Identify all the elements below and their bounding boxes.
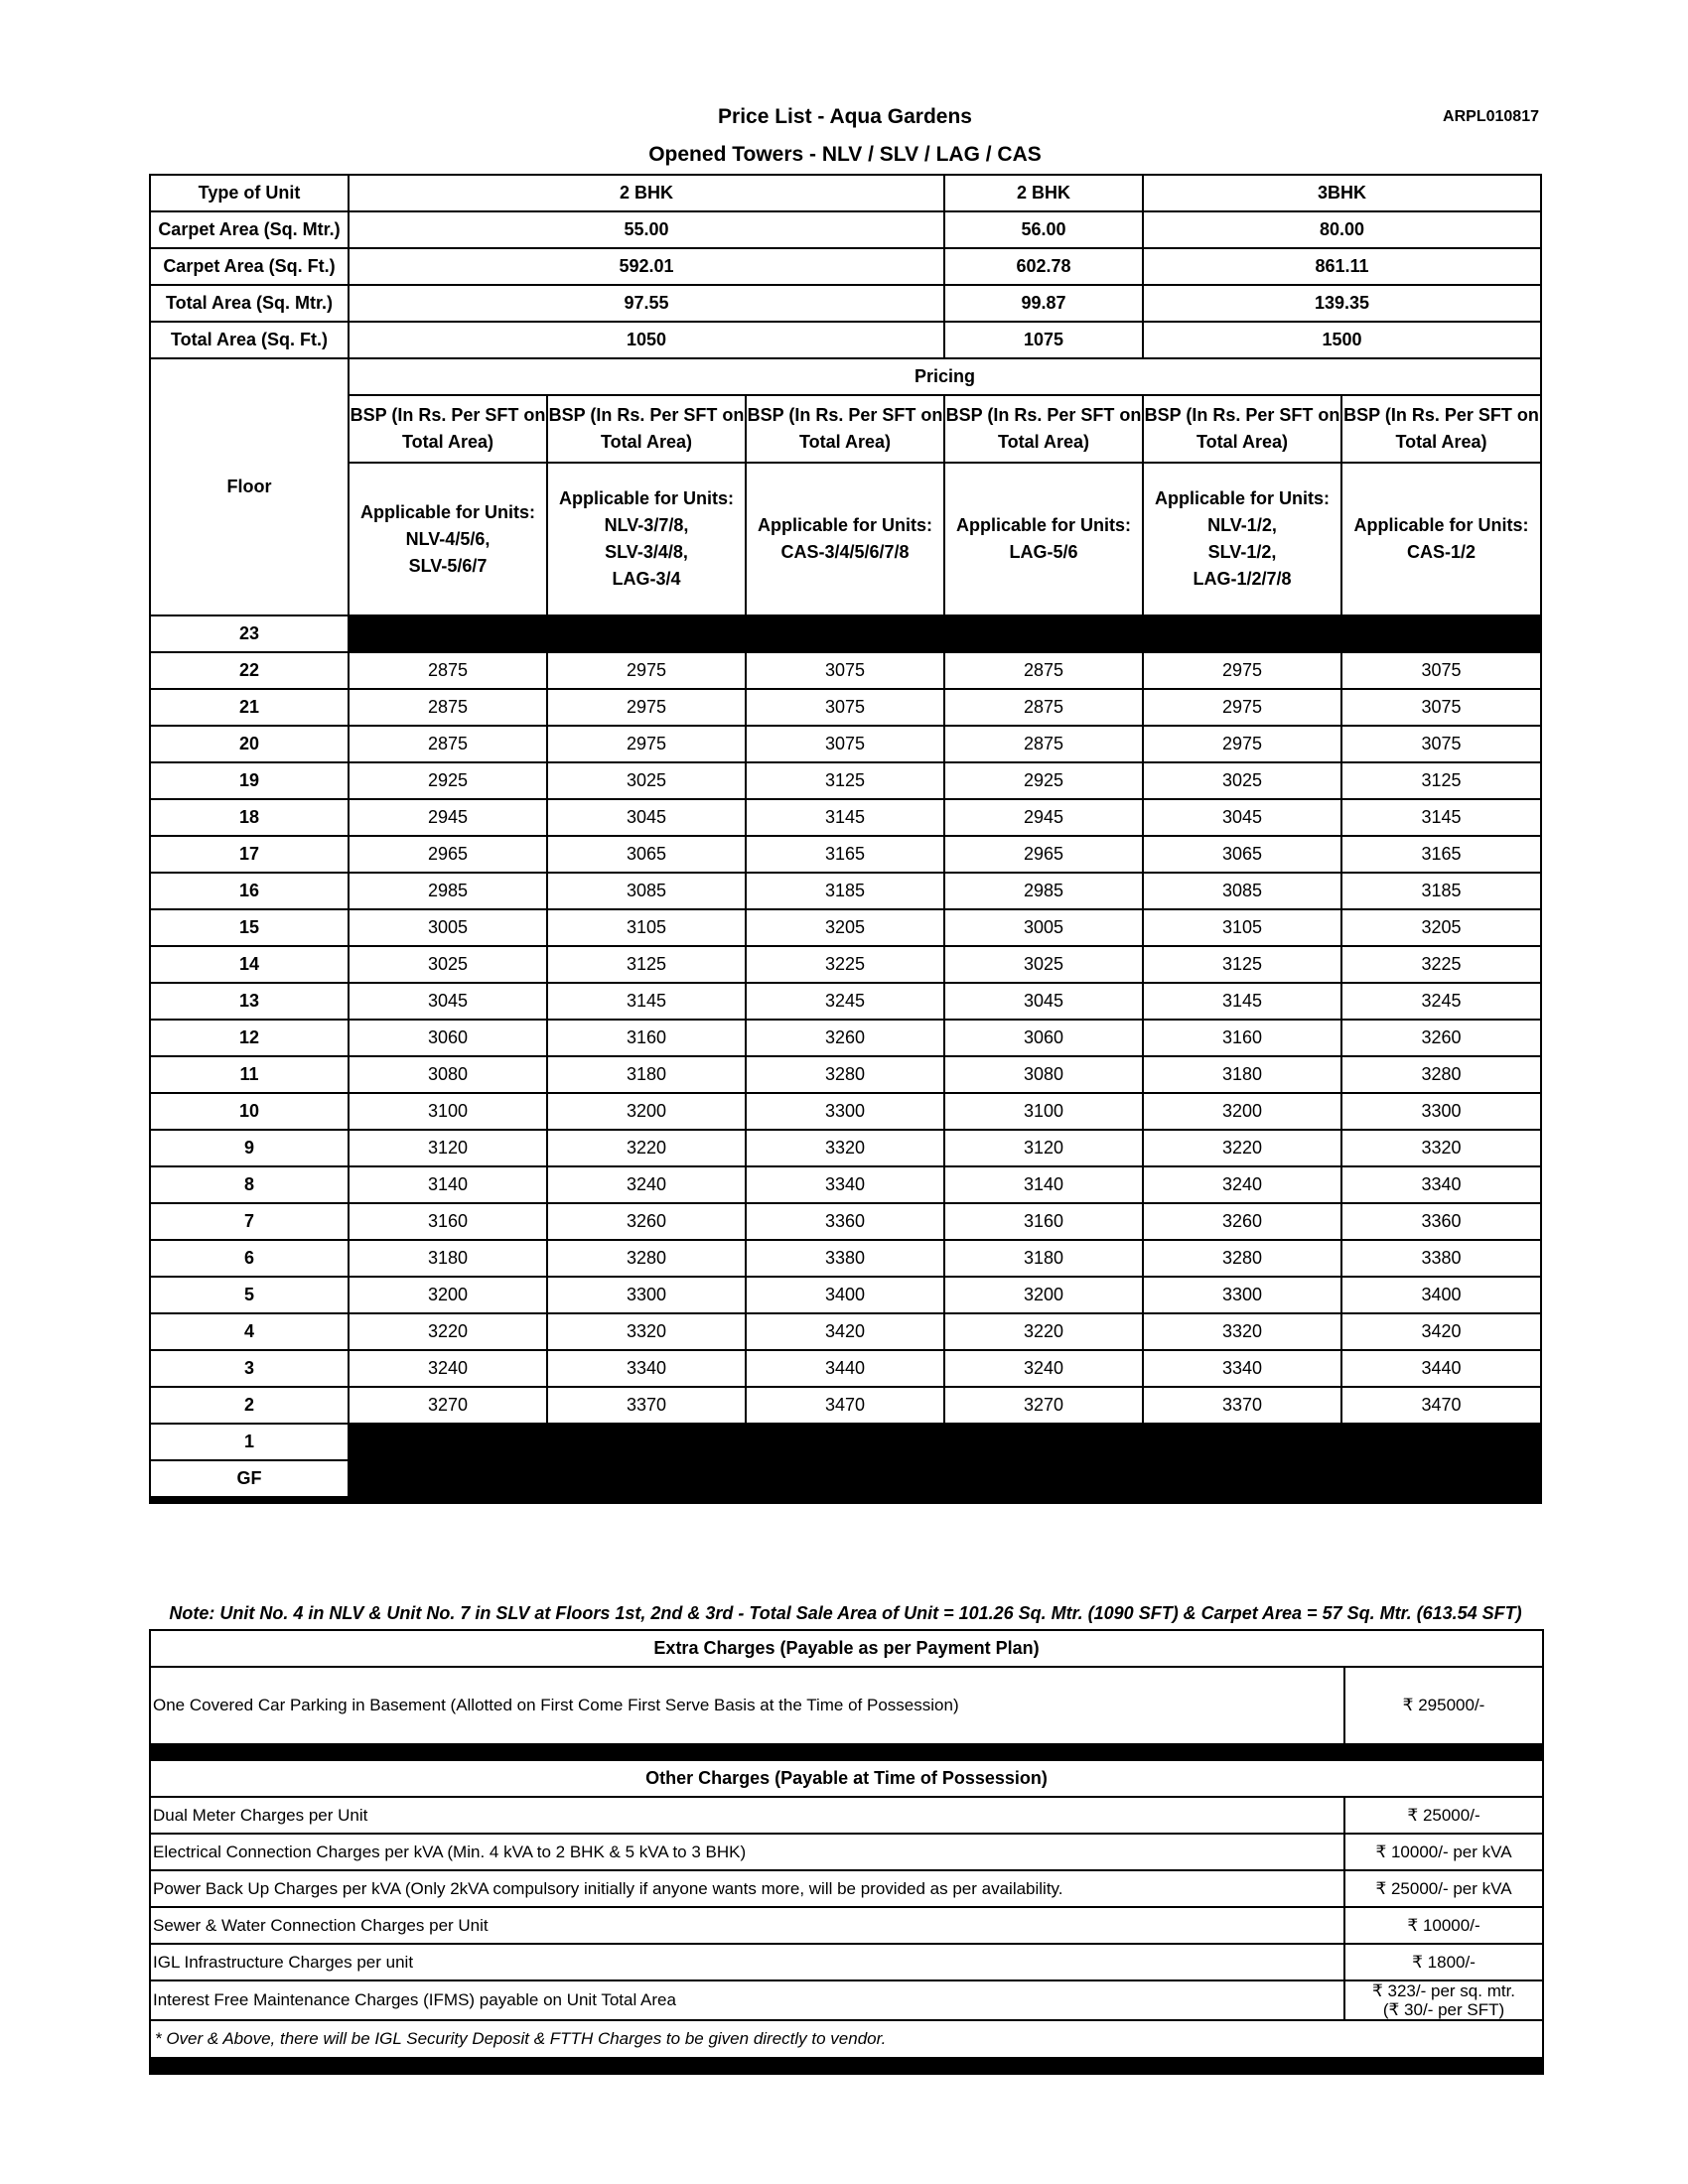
price-cell: 3185	[746, 873, 944, 909]
price-cell: 3185	[1341, 873, 1541, 909]
price-cell: 3300	[547, 1277, 746, 1313]
floor-row	[150, 909, 1541, 946]
bsp-header-line: BSP (In Rs. Per SFT on	[1144, 405, 1340, 425]
area-cell: 1500	[1143, 322, 1541, 358]
price-cell: 3160	[349, 1203, 547, 1240]
end-bar	[150, 2058, 1543, 2074]
price-cell: 3270	[944, 1387, 1143, 1424]
charge-label: IGL Infrastructure Charges per unit	[150, 1944, 1344, 1980]
floor-label: 11	[150, 1056, 349, 1093]
unit-type-cell: 2 BHK	[944, 175, 1143, 211]
price-cell: 2965	[349, 836, 547, 873]
price-cell: 2925	[944, 762, 1143, 799]
floor-row	[150, 946, 1541, 983]
price-cell: 3440	[746, 1350, 944, 1387]
price-cell: 3145	[547, 983, 746, 1020]
price-cell: 3085	[547, 873, 746, 909]
price-cell: 3045	[547, 799, 746, 836]
applicable-units-line: CAS-3/4/5/6/7/8	[780, 542, 910, 562]
price-cell: 3240	[547, 1166, 746, 1203]
floor-row	[150, 1313, 1541, 1350]
price-cell: 3320	[1341, 1130, 1541, 1166]
price-cell: 2875	[944, 689, 1143, 726]
floor-row	[150, 726, 1541, 762]
price-cell: 3085	[1143, 873, 1341, 909]
floor-label: 1	[150, 1424, 349, 1460]
price-cell: 3440	[1341, 1350, 1541, 1387]
floor-row	[150, 652, 1541, 689]
carpet-sqm-row	[150, 211, 1541, 248]
price-cell: 3220	[944, 1313, 1143, 1350]
price-cell: 3125	[547, 946, 746, 983]
applicable-units-line: Applicable for Units:	[359, 501, 535, 522]
price-cell: 3125	[1341, 762, 1541, 799]
price-cell: 3300	[1143, 1277, 1341, 1313]
price-cell: 3100	[349, 1093, 547, 1130]
floor-label: 8	[150, 1166, 349, 1203]
price-cell: 2875	[349, 726, 547, 762]
price-cell: 3320	[1143, 1313, 1341, 1350]
floor-label: 15	[150, 909, 349, 946]
price-cell: 3045	[349, 983, 547, 1020]
applicable-units-row	[150, 463, 1541, 615]
price-cell: 3400	[746, 1277, 944, 1313]
price-cell: 2875	[944, 652, 1143, 689]
price-cell: 3340	[746, 1166, 944, 1203]
floor-label: 2	[150, 1387, 349, 1424]
price-cell: 3370	[547, 1387, 746, 1424]
charge-amount: ₹ 25000/-	[1344, 1797, 1543, 1834]
price-cell: 3220	[1143, 1130, 1341, 1166]
row-label: Total Area (Sq. Ft.)	[150, 322, 349, 358]
row-label: Type of Unit	[150, 175, 349, 211]
price-cell: 3140	[349, 1166, 547, 1203]
charge-label: Electrical Connection Charges per kVA (Min. 4 kVA to 2 BHK & 5 kVA to 3 BHK)	[150, 1834, 1344, 1870]
floor-column-header: Floor	[150, 358, 349, 615]
price-cell: 2975	[547, 652, 746, 689]
price-cell: 3165	[1341, 836, 1541, 873]
unavailable-block	[349, 615, 1541, 652]
floor-row	[150, 1387, 1541, 1424]
price-cell: 3075	[746, 689, 944, 726]
price-cell: 3225	[1341, 946, 1541, 983]
price-cell: 3470	[1341, 1387, 1541, 1424]
price-cell: 2975	[1143, 689, 1341, 726]
floor-label: 17	[150, 836, 349, 873]
applicable-units-line: NLV-3/7/8,	[604, 515, 689, 535]
unit-type-cell: 3BHK	[1143, 175, 1541, 211]
price-cell: 3240	[349, 1350, 547, 1387]
applicable-units-line: SLV-5/6/7	[408, 555, 488, 576]
charge-amount: ₹ 295000/-	[1344, 1667, 1543, 1744]
price-cell: 3145	[746, 799, 944, 836]
price-cell: 3075	[1341, 689, 1541, 726]
price-cell: 3140	[944, 1166, 1143, 1203]
price-cell: 3025	[1143, 762, 1341, 799]
floor-row	[150, 1350, 1541, 1387]
bsp-header-cell	[944, 395, 1143, 463]
price-cell: 3065	[547, 836, 746, 873]
applicable-units-cell	[1143, 463, 1341, 615]
floor-row	[150, 1424, 1541, 1460]
price-cell: 3165	[746, 836, 944, 873]
other-charge-row	[150, 1797, 1543, 1834]
price-cell: 3340	[547, 1350, 746, 1387]
applicable-units-cell	[1341, 463, 1541, 615]
floor-label: 14	[150, 946, 349, 983]
applicable-units-line: Applicable for Units:	[757, 515, 932, 535]
other-charges-title-row	[150, 1760, 1543, 1797]
price-cell: 2985	[944, 873, 1143, 909]
extra-charge-row	[150, 1667, 1543, 1744]
separator-bar	[150, 1744, 1543, 1760]
price-cell: 3280	[1143, 1240, 1341, 1277]
applicable-units-line: LAG-1/2/7/8	[1193, 569, 1292, 589]
unavailable-block	[349, 1424, 1541, 1497]
price-cell: 3320	[547, 1313, 746, 1350]
bsp-header-line: BSP (In Rs. Per SFT on	[945, 405, 1142, 425]
price-cell: 3025	[547, 762, 746, 799]
price-cell: 2925	[349, 762, 547, 799]
unit-type-row	[150, 175, 1541, 211]
floor-label: 7	[150, 1203, 349, 1240]
price-cell: 2875	[349, 689, 547, 726]
price-cell: 3280	[1341, 1056, 1541, 1093]
area-cell: 139.35	[1143, 285, 1541, 322]
extra-charges-title-row	[150, 1630, 1543, 1667]
price-cell: 3220	[547, 1130, 746, 1166]
price-cell: 3205	[1341, 909, 1541, 946]
floor-row	[150, 1020, 1541, 1056]
floor-row	[150, 873, 1541, 909]
price-cell: 3360	[1341, 1203, 1541, 1240]
applicable-units-line: NLV-4/5/6,	[405, 528, 491, 549]
price-cell: 3145	[1341, 799, 1541, 836]
area-cell: 97.55	[349, 285, 944, 322]
price-cell: 3370	[1143, 1387, 1341, 1424]
applicable-units-line: SLV-1/2,	[1207, 542, 1277, 562]
price-cell: 3125	[746, 762, 944, 799]
price-cell: 3045	[944, 983, 1143, 1020]
price-cell: 3160	[1143, 1020, 1341, 1056]
floor-row	[150, 1240, 1541, 1277]
floor-label: 19	[150, 762, 349, 799]
floor-label: 20	[150, 726, 349, 762]
price-cell: 3200	[944, 1277, 1143, 1313]
price-cell: 2975	[1143, 652, 1341, 689]
floor-label: 9	[150, 1130, 349, 1166]
row-label: Carpet Area (Sq. Mtr.)	[150, 211, 349, 248]
area-cell: 56.00	[944, 211, 1143, 248]
pricing-header: Pricing	[349, 358, 1541, 395]
price-cell: 3025	[349, 946, 547, 983]
price-cell: 3125	[1143, 946, 1341, 983]
price-cell: 3340	[1143, 1350, 1341, 1387]
price-cell: 2975	[547, 689, 746, 726]
price-cell: 3205	[746, 909, 944, 946]
price-cell: 3200	[349, 1277, 547, 1313]
ifms-row	[150, 1980, 1543, 2020]
charge-label: Dual Meter Charges per Unit	[150, 1797, 1344, 1834]
bsp-header-line: BSP (In Rs. Per SFT on	[350, 405, 546, 425]
price-cell: 2875	[349, 652, 547, 689]
price-cell: 3180	[547, 1056, 746, 1093]
floor-label: GF	[150, 1460, 349, 1497]
area-cell: 602.78	[944, 248, 1143, 285]
carpet-sqft-row	[150, 248, 1541, 285]
charges-table	[149, 1629, 1544, 2075]
area-cell: 1050	[349, 322, 944, 358]
document-code: ARPL010817	[1443, 108, 1539, 125]
area-cell: 592.01	[349, 248, 944, 285]
floor-row	[150, 836, 1541, 873]
price-cell: 3105	[547, 909, 746, 946]
price-cell: 3200	[547, 1093, 746, 1130]
price-cell: 3240	[944, 1350, 1143, 1387]
section-separator	[150, 1744, 1543, 1760]
charge-amount: ₹ 1800/-	[1344, 1944, 1543, 1980]
bsp-header-line: Total Area)	[401, 432, 493, 452]
price-cell: 3080	[944, 1056, 1143, 1093]
applicable-units-cell	[349, 463, 547, 615]
price-cell: 2945	[944, 799, 1143, 836]
applicable-units-line: LAG-3/4	[612, 569, 681, 589]
price-cell: 3470	[746, 1387, 944, 1424]
total-sqft-row	[150, 322, 1541, 358]
price-table	[149, 174, 1542, 1504]
price-cell: 3145	[1143, 983, 1341, 1020]
charge-label: Interest Free Maintenance Charges (IFMS) payable on Unit Total Area	[150, 1980, 1344, 2020]
bottom-bar	[150, 1497, 1541, 1503]
price-cell: 3160	[944, 1203, 1143, 1240]
price-cell: 3300	[1341, 1093, 1541, 1130]
other-charge-row	[150, 1944, 1543, 1980]
ifms-amount-line: (₹ 30/- per SFT)	[1382, 2000, 1505, 2019]
note: Note: Unit No. 4 in NLV & Unit No. 7 in SLV at Floors 1st, 2nd & 3rd - Total Sale Area of Unit = 101.26 Sq. Mtr. (1090 SFT) & Carpet Area = 57 Sq. Mtr. (613.54 SFT)	[169, 1603, 1522, 1623]
bsp-header-cell	[1143, 395, 1341, 463]
ifms-amount-line: ₹ 323/- per sq. mtr.	[1371, 1981, 1516, 2000]
applicable-units-line: Applicable for Units:	[558, 488, 734, 508]
floor-row	[150, 615, 1541, 652]
applicable-units-line: SLV-3/4/8,	[605, 542, 688, 562]
price-cell: 3220	[349, 1313, 547, 1350]
charge-label: Sewer & Water Connection Charges per Unit	[150, 1907, 1344, 1944]
price-cell: 3300	[746, 1093, 944, 1130]
area-cell: 99.87	[944, 285, 1143, 322]
pricing-row	[150, 358, 1541, 395]
price-cell: 2985	[349, 873, 547, 909]
floor-row	[150, 1056, 1541, 1093]
price-cell: 3120	[349, 1130, 547, 1166]
floor-label: 22	[150, 652, 349, 689]
area-cell: 861.11	[1143, 248, 1541, 285]
charge-amount: ₹ 10000/- per kVA	[1344, 1834, 1543, 1870]
floor-label: 6	[150, 1240, 349, 1277]
floor-label: 16	[150, 873, 349, 909]
charge-amount: ₹ 25000/- per kVA	[1344, 1870, 1543, 1907]
price-cell: 3045	[1143, 799, 1341, 836]
price-cell: 3280	[547, 1240, 746, 1277]
price-cell: 3120	[944, 1130, 1143, 1166]
charge-label: Power Back Up Charges per kVA (Only 2kVA compulsory initially if anyone wants more, will be provided as per availability.	[150, 1870, 1344, 1907]
floor-row	[150, 1093, 1541, 1130]
price-cell: 3075	[1341, 726, 1541, 762]
price-cell: 3380	[1341, 1240, 1541, 1277]
applicable-units-line: Applicable for Units:	[1154, 488, 1330, 508]
price-cell: 3025	[944, 946, 1143, 983]
price-cell: 3260	[547, 1203, 746, 1240]
bsp-header-row	[150, 395, 1541, 463]
page-subtitle: Opened Towers - NLV / SLV / LAG / CAS	[648, 143, 1042, 166]
extra-charges-title: Extra Charges (Payable as per Payment Plan)	[150, 1630, 1543, 1667]
floor-label: 13	[150, 983, 349, 1020]
floor-label: 10	[150, 1093, 349, 1130]
total-sqm-row	[150, 285, 1541, 322]
floor-label: 12	[150, 1020, 349, 1056]
charge-amount: ₹ 10000/-	[1344, 1907, 1543, 1944]
applicable-units-cell	[746, 463, 944, 615]
price-cell: 3240	[1143, 1166, 1341, 1203]
floor-label: 5	[150, 1277, 349, 1313]
price-cell: 3005	[944, 909, 1143, 946]
floor-row	[150, 1203, 1541, 1240]
floor-label: 4	[150, 1313, 349, 1350]
floor-label: 23	[150, 615, 349, 652]
price-cell: 3060	[944, 1020, 1143, 1056]
price-cell: 3200	[1143, 1093, 1341, 1130]
price-cell: 3080	[349, 1056, 547, 1093]
price-cell: 3380	[746, 1240, 944, 1277]
other-charge-row	[150, 1870, 1543, 1907]
bsp-header-line: Total Area)	[1196, 432, 1288, 452]
other-charges-title: Other Charges (Payable at Time of Possession)	[150, 1760, 1543, 1797]
floor-label: 21	[150, 689, 349, 726]
applicable-units-cell	[944, 463, 1143, 615]
applicable-units-line: NLV-1/2,	[1207, 515, 1277, 535]
applicable-units-line: LAG-5/6	[1009, 542, 1078, 562]
price-cell: 3160	[547, 1020, 746, 1056]
applicable-units-line: CAS-1/2	[1406, 542, 1477, 562]
price-cell: 3180	[1143, 1056, 1341, 1093]
price-cell: 3075	[746, 652, 944, 689]
bsp-header-cell	[746, 395, 944, 463]
bsp-header-cell	[547, 395, 746, 463]
price-cell: 3225	[746, 946, 944, 983]
price-cell: 3060	[349, 1020, 547, 1056]
price-cell: 2965	[944, 836, 1143, 873]
price-cell: 3245	[1341, 983, 1541, 1020]
floor-row	[150, 983, 1541, 1020]
floor-label: 18	[150, 799, 349, 836]
row-label: Carpet Area (Sq. Ft.)	[150, 248, 349, 285]
price-cell: 2945	[349, 799, 547, 836]
bsp-header-cell	[349, 395, 547, 463]
bsp-header-line: Total Area)	[798, 432, 891, 452]
bsp-header-cell	[1341, 395, 1541, 463]
price-cell: 3280	[746, 1056, 944, 1093]
footnote: * Over & Above, there will be IGL Security Deposit & FTTH Charges to be given directly to vendor.	[150, 2020, 1543, 2058]
floor-row	[150, 1130, 1541, 1166]
page-title: Price List - Aqua Gardens	[718, 105, 972, 128]
price-cell: 3180	[944, 1240, 1143, 1277]
price-cell: 3075	[1341, 652, 1541, 689]
price-cell: 3075	[746, 726, 944, 762]
bsp-header-line: BSP (In Rs. Per SFT on	[1343, 405, 1539, 425]
other-charge-row	[150, 1907, 1543, 1944]
price-cell: 2975	[1143, 726, 1341, 762]
bsp-header-line: BSP (In Rs. Per SFT on	[747, 405, 943, 425]
end-bar-row	[150, 2058, 1543, 2074]
bsp-header-line: Total Area)	[1395, 432, 1487, 452]
floor-row	[150, 799, 1541, 836]
floor-row	[150, 689, 1541, 726]
footnote-row	[150, 2020, 1543, 2058]
other-charge-row	[150, 1834, 1543, 1870]
price-cell: 3245	[746, 983, 944, 1020]
price-cell: 3270	[349, 1387, 547, 1424]
applicable-units-line: Applicable for Units:	[1353, 515, 1529, 535]
price-cell: 3340	[1341, 1166, 1541, 1203]
table-bottom-bar	[150, 1497, 1541, 1503]
floor-row	[150, 762, 1541, 799]
price-cell: 3400	[1341, 1277, 1541, 1313]
area-cell: 80.00	[1143, 211, 1541, 248]
row-label: Total Area (Sq. Mtr.)	[150, 285, 349, 322]
area-cell: 1075	[944, 322, 1143, 358]
bsp-header-line: BSP (In Rs. Per SFT on	[548, 405, 745, 425]
bsp-header-line: Total Area)	[600, 432, 692, 452]
charge-amount	[1344, 1980, 1543, 2020]
price-cell: 3180	[349, 1240, 547, 1277]
unit-type-cell: 2 BHK	[349, 175, 944, 211]
price-cell: 3260	[746, 1020, 944, 1056]
floor-row	[150, 1166, 1541, 1203]
applicable-units-line: Applicable for Units:	[955, 515, 1131, 535]
price-cell: 3420	[1341, 1313, 1541, 1350]
bsp-header-line: Total Area)	[997, 432, 1089, 452]
price-cell: 2975	[547, 726, 746, 762]
floor-label: 3	[150, 1350, 349, 1387]
charge-label: One Covered Car Parking in Basement (Allotted on First Come First Serve Basis at the Time of Possession)	[150, 1667, 1344, 1744]
price-cell: 3065	[1143, 836, 1341, 873]
price-cell: 3360	[746, 1203, 944, 1240]
price-cell: 3320	[746, 1130, 944, 1166]
price-cell: 2875	[944, 726, 1143, 762]
floor-row	[150, 1277, 1541, 1313]
area-cell: 55.00	[349, 211, 944, 248]
price-cell: 3420	[746, 1313, 944, 1350]
price-cell: 3260	[1143, 1203, 1341, 1240]
price-cell: 3005	[349, 909, 547, 946]
price-cell: 3100	[944, 1093, 1143, 1130]
applicable-units-cell	[547, 463, 746, 615]
price-cell: 3105	[1143, 909, 1341, 946]
price-cell: 3260	[1341, 1020, 1541, 1056]
